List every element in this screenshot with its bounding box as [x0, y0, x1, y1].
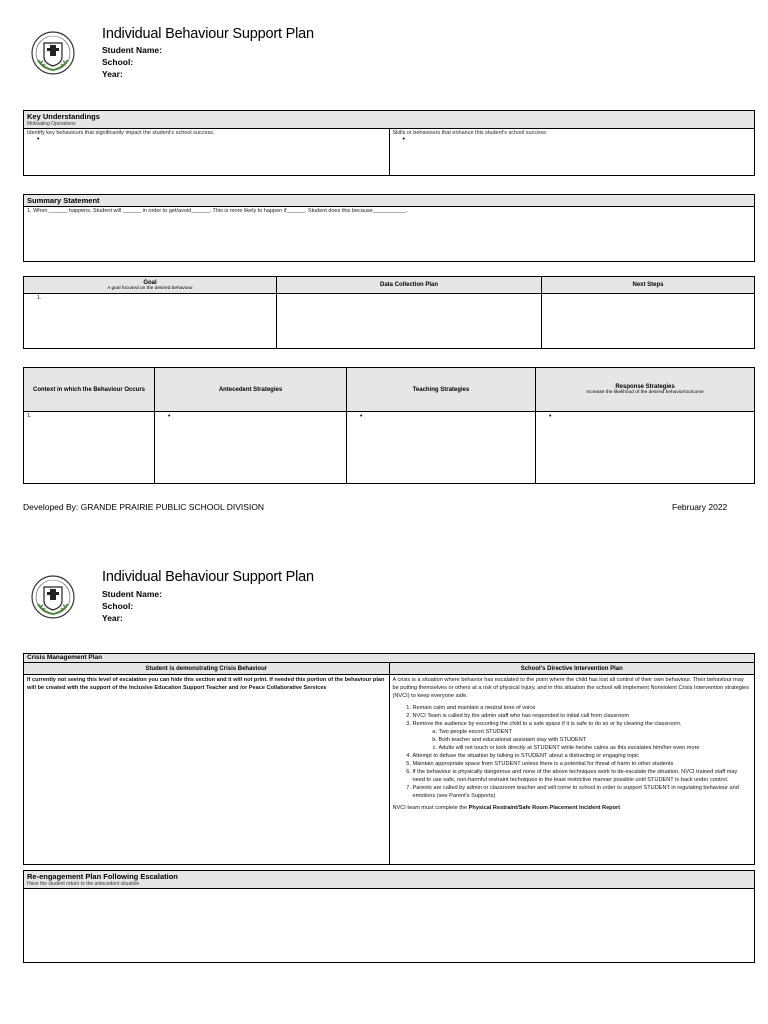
goal-header: Goal A goal focused on the desired behaviour	[24, 277, 277, 294]
year-label-2: Year:	[102, 613, 123, 623]
directive-plan-header: School's Directive Intervention Plan	[389, 663, 755, 675]
summary-cell[interactable]	[24, 207, 755, 262]
reengagement-table	[23, 870, 755, 963]
key-behaviours-cell[interactable]	[24, 129, 390, 176]
teaching-header: Teaching Strategies	[347, 368, 536, 412]
crisis-step: 1. Remain calm and maintain a neutral tone of voice	[413, 704, 752, 712]
crisis-step: 5. Maintain appropriate space from STUDENT unless there is a potential for threat of harm to other students	[413, 760, 752, 768]
developed-by: Developed By: GRANDE PRAIRIE PUBLIC SCHOOL DIVISION	[23, 502, 265, 512]
response-header: Response Strategies Increase the likelihood of the desired behavior/outcome	[536, 368, 755, 412]
summary-text: 1. When ______ happens, Student will ______ in order to get/avoid______. This is more likely to happen if______. Student does this because___________.	[27, 208, 408, 214]
crisis-title: Crisis Management Plan	[27, 654, 103, 661]
context-first-item: 1.	[27, 413, 32, 419]
page-title-2: Individual Behaviour Support Plan	[102, 569, 314, 585]
footer-date: February 2022	[672, 502, 728, 512]
context-cell[interactable]	[24, 412, 155, 484]
strategy-table	[23, 367, 755, 484]
antecedent-header: Antecedent Strategies	[155, 368, 347, 412]
data-collection-header: Data Collection Plan	[277, 277, 542, 294]
crisis-behaviour-note: If currently not seeing this level of escalation you can hide this section and it will not print. If needed this portion of the behaviour plan will be created with the support of the Inclusive Education Support Teacher and /or Peace Collaborative Services	[27, 677, 385, 691]
school-label-2: School:	[102, 601, 134, 611]
crisis-step: 3. Remove the audience by escorting the child to a safe space if it is safe to do so or by clearing the classroom. a. Two people escort STUDENT b. Both teacher and educational assistant stay with STUDENT c. Adults will not touch or look directly at STUDENT while he/she calms as this escalates him/her even more	[413, 720, 752, 752]
summary-statement-table	[23, 194, 755, 262]
incident-report-name: Physical Restraint/Safe Room Placement Incident Report	[468, 805, 621, 811]
year-label: Year:	[102, 69, 123, 79]
reengagement-subtitle: Have the student return to the antecedent situation	[27, 881, 140, 887]
crisis-step: 4. Attempt to defuse the situation by talking to STUDENT about a distracting or engaging topic	[413, 752, 752, 760]
crisis-substep: a. Two people escort STUDENT	[439, 728, 752, 736]
crisis-step: 6. If the behaviour is physically dangerous and none of the above techniques work to de-escalate the situation, NVCI trained staff may need to use safe, non-harmful restraint techniques in the least restrictive manner possible until STUDENT is back under control.	[413, 768, 752, 784]
response-cell[interactable]	[536, 412, 755, 484]
reengagement-title: Re-engagement Plan Following Escalation	[27, 872, 178, 881]
directive-plan-cell[interactable]	[389, 675, 755, 865]
next-steps-header: Next Steps	[542, 277, 755, 294]
school-crest-logo-2	[30, 574, 76, 620]
crisis-intro: A crisis is a situation where behavior has escalated to the point where the child has lost all control of their own behaviour. Their behaviour may be putting themselves or others at a risk of physical injury, and in this situation the school will implement Nonviolent Crisis Intervention strategies (NVCI) to keep everyone safe.	[392, 677, 750, 699]
context-header: Context in which the Behaviour Occurs	[24, 368, 155, 412]
student-name-label: Student Name:	[102, 45, 162, 55]
school-crest-logo	[30, 30, 76, 76]
key-understandings-subtitle: Motivating Operations	[27, 121, 76, 127]
crisis-behaviour-cell[interactable]	[24, 675, 390, 865]
crisis-substep: c. Adults will not touch or look directly at STUDENT while he/she calms as this escalates him/her even more	[439, 744, 752, 752]
crisis-management-table	[23, 653, 755, 865]
page-title: Individual Behaviour Support Plan	[102, 26, 314, 42]
crisis-closing: NVCI team must complete the Physical Restraint/Safe Room Placement Incident Report	[392, 805, 621, 811]
crisis-substep: b. Both teacher and educational assistant stay with STUDENT	[439, 736, 752, 744]
skills-bullet: •	[402, 136, 405, 143]
goal-table	[23, 276, 755, 349]
crisis-substeps-list	[413, 728, 752, 752]
teaching-bullet: •	[360, 413, 363, 420]
school-label: School:	[102, 57, 134, 67]
key-behaviours-bullet: •	[37, 136, 40, 143]
key-behaviours-prompt: Identify key behaviours that significantly impact the student's school success.	[27, 130, 215, 136]
next-steps-cell[interactable]	[542, 294, 755, 349]
antecedent-bullet: •	[168, 413, 171, 420]
goal-cell[interactable]	[24, 294, 277, 349]
key-understandings-table	[23, 110, 755, 176]
crisis-step: 2. NVCI Team is called by the admin staff who has responded to initial call from classroom	[413, 712, 752, 720]
summary-title: Summary Statement	[27, 196, 100, 205]
key-understandings-title: Key Understandings	[27, 112, 100, 121]
skills-cell[interactable]	[389, 129, 755, 176]
teaching-cell[interactable]	[347, 412, 536, 484]
crisis-steps-list	[393, 704, 752, 800]
goal-first-item: 1.	[37, 295, 42, 301]
response-subheader: Increase the likelihood of the desired behavior/outcome	[586, 390, 704, 395]
crisis-step: 7. Parents are called by admin or classroom teacher and will come to school in order to support STUDENT in regulating behaviour and emotions (see Parent's Supports)	[413, 784, 752, 800]
antecedent-cell[interactable]	[155, 412, 347, 484]
data-collection-cell[interactable]	[277, 294, 542, 349]
skills-prompt: Skills or behaviours that enhance this student's school success:	[392, 130, 548, 136]
goal-subheader: A goal focused on the desired behaviour	[107, 285, 193, 291]
crisis-behaviour-header: Student is demonstrating Crisis Behaviour	[24, 663, 390, 675]
response-bullet: •	[549, 413, 552, 420]
student-name-label-2: Student Name:	[102, 589, 162, 599]
reengagement-cell[interactable]	[24, 889, 755, 963]
